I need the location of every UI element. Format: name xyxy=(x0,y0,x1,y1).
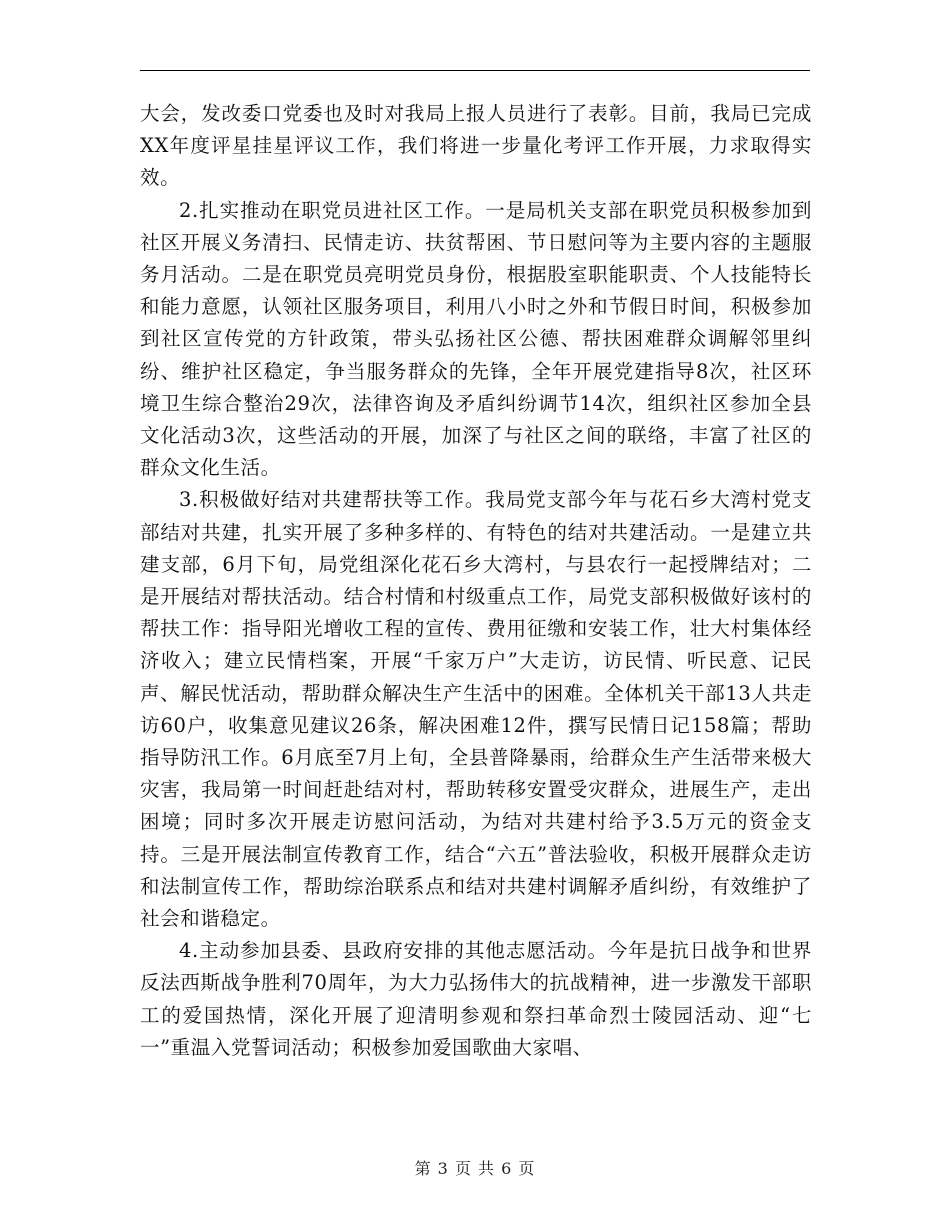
paragraph-paired-assistance: 3.积极做好结对共建帮扶等工作。我局党支部今年与花石乡大湾村党支部结对共建，扎实开展了多种多样的、有特色的结对共建活动。一是建立共建支部，6月下旬，局党组深化花石乡大湾村，与县农行一起授牌结对；二是开展结对帮扶活动。结合村情和村级重点工作，局党支部积极做好该村的帮扶工作：指导阳光增收工程的宣传、费用征缴和安装工作，壮大村集体经济收入；建立民情档案，开展“千家万户”大走访，访民情、听民意、记民声、解民忧活动，帮助群众解决生产生活中的困难。全体机关干部13人共走访60户，收集意见建议26条，解决困难12件，撰写民情日记158篇；帮助指导防汛工作。6月底至7月上旬，全县普降暴雨，给群众生产生活带来极大灾害，我局第一时间赶赴结对村，帮助转移安置受灾群众，进展生产，走出困境；同时多次开展走访慰问活动，为结对共建村给予3.5万元的资金支持。三是开展法制宣传教育工作，结合“六五”普法验收，积极开展群众走访和法制宣传工作，帮助综治联系点和结对共建村调解矛盾纠纷，有效维护了社会和谐稳定。 xyxy=(140,488,812,931)
page-number-footer: 第 3 页 共 6 页 xyxy=(414,1159,536,1178)
header-rule xyxy=(140,70,810,71)
paragraph-volunteer-activities: 4.主动参加县委、县政府安排的其他志愿活动。今年是抗日战争和世界反法西斯战争胜利70周年，为大力弘扬伟大的抗战精神，进一步激发干部职工的爱国热情，深化开展了迎清明参观和祭扫革命烈士陵园活动、迎“七一”重温入党誓词活动；积极参加爱国歌曲大家唱、 xyxy=(140,939,812,1059)
paragraph-continuation: 大会，发改委口党委也及时对我局上报人员进行了表彰。目前，我局已完成XX年度评星挂星评议工作，我们将进一步量化考评工作开展，力求取得实效。 xyxy=(140,102,812,190)
body-text xyxy=(140,98,812,1064)
paragraph-community-service: 2.扎实推动在职党员进社区工作。一是局机关支部在职党员积极参加到社区开展义务清扫、民情走访、扶贫帮困、节日慰问等为主要内容的主题服务月活动。二是在职党员亮明党员身份，根据股室职能职责、个人技能特长和能力意愿，认领社区服务项目，利用八小时之外和节假日时间，积极参加到社区宣传党的方针政策，带头弘扬社区公德、帮扶困难群众调解邻里纠纷、维护社区稳定，争当服务群众的先锋，全年开展党建指导8次，社区环境卫生综合整治29次，法律咨询及矛盾纠纷调节14次，组织社区参加全县文化活动3次，这些活动的开展，加深了与社区之间的联络，丰富了社区的群众文化生活。 xyxy=(140,198,812,480)
